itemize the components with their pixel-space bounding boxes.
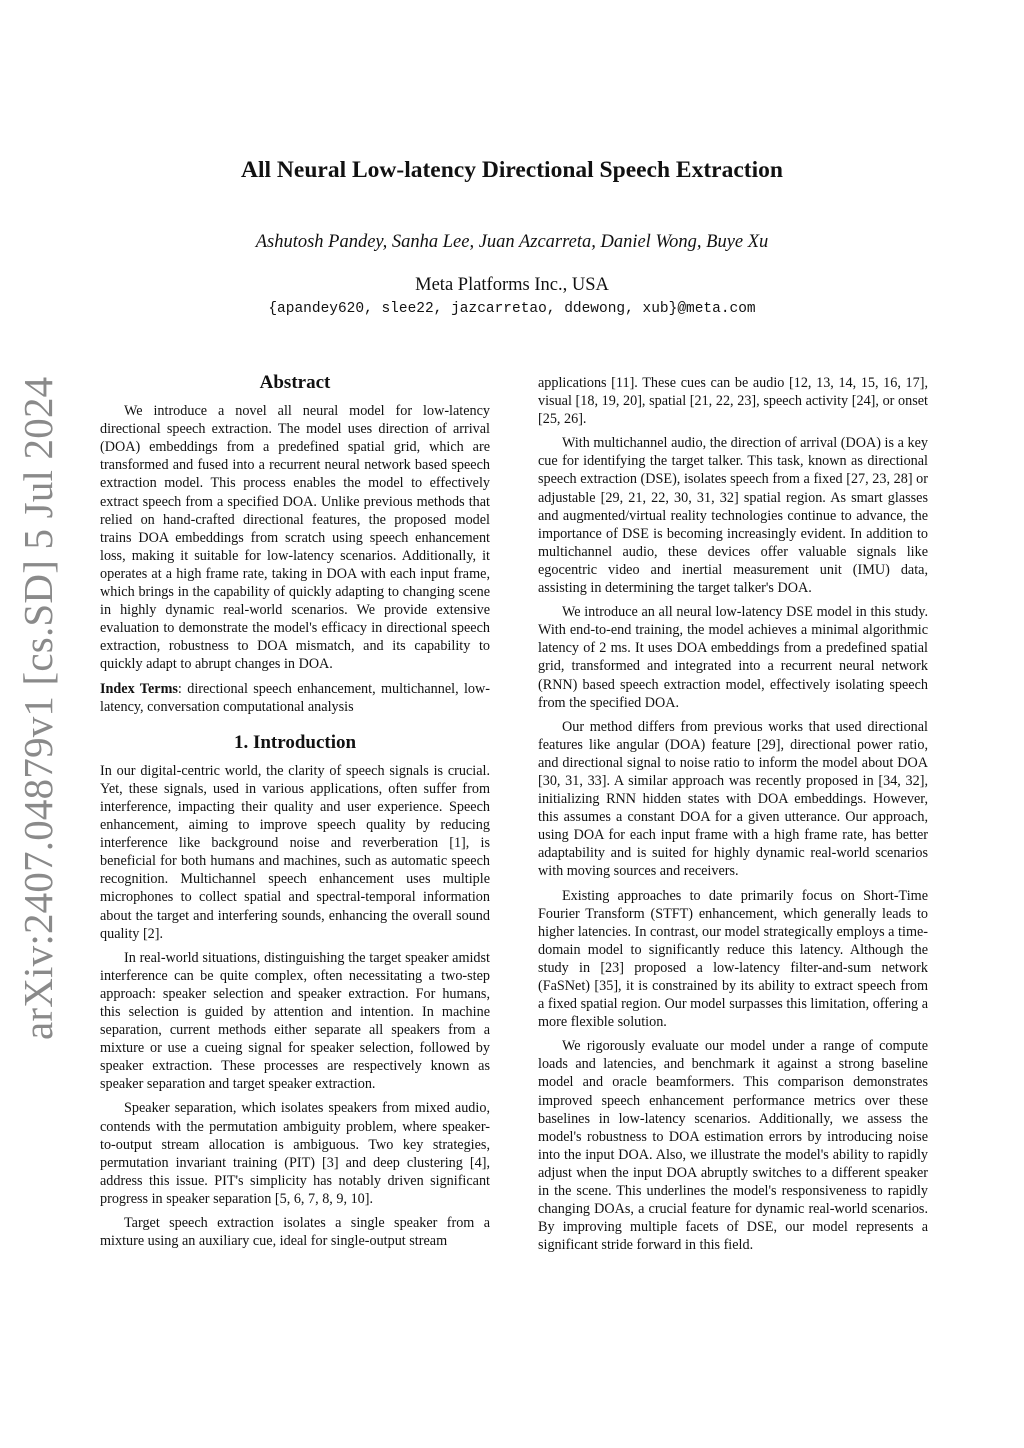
- arxiv-identifier: arXiv:2407.04879v1 [cs.SD] 5 Jul 2024: [15, 376, 61, 1040]
- affiliation: Meta Platforms Inc., USA: [415, 275, 609, 295]
- abstract-text: We introduce a novel all neural model for low-latency directional speech extraction. The model uses direction of arrival (DOA) embeddings from a predefined spatial grid, which are transformed and fused into a recurrent neural network based speech extraction model. This process enables the model to effectively extract speech from a specified DOA. Unlike previous methods that relied on hand-crafted directional features, the proposed model trains DOA embeddings from scratch using speech enhancement loss, making it suitable for low-latency scenarios. Additionally, it operates at a high frame rate, taking in DOA with each input frame, which brings in the capability of quickly adapting to changing scene in highly dynamic real-world scenarios. We provide extensive evaluation to demonstrate the model's efficacy in directional speech extraction, robustness to DOA mismatch, and its capability to quickly adapt to abrupt changes in DOA.: [100, 403, 490, 673]
- paper-title: All Neural Low-latency Directional Speech Extraction: [241, 157, 783, 183]
- right-column: [538, 374, 928, 1260]
- index-terms: [100, 680, 490, 716]
- introduction-heading: 1. Introduction: [233, 731, 357, 753]
- paragraph: In real-world situations, distinguishing the target speaker amidst interference can be quite complex, often necessitating a two-step approach: speaker selection and speaker extraction. For humans, this selection is guided by attention and intention. In machine separation, current methods either separate all speakers from a mixture or use a cueing signal for speaker selection, followed by speaker extraction. These processes are respectively known as speaker separation and target speaker extraction.: [100, 949, 490, 1093]
- paragraph: Speaker separation, which isolates speakers from mixed audio, contends with the permutation ambiguity problem, where speaker-to-output stream allocation is ambiguous. Two key strategies, permutation invariant training (PIT) [3] and deep clustering [4], address this issue. PIT's simplicity has notably driven significant progress in speaker separation [5, 6, 7, 8, 9, 10].: [100, 1100, 490, 1207]
- paragraph: Existing approaches to date primarily focus on Short-Time Fourier Transform (STFT) enhancement, which generally leads to higher latencies. In contrast, our model strategically employs a time-domain model to significantly reduce this latency. Although the study in [23] proposed a low-latency filter-and-sum network (FaSNet) [35], it is constrained by its ability to extract speech from a fixed spatial region. Our model surpasses this limitation, offering a more flexible solution.: [538, 887, 928, 1031]
- index-terms-text: : directional speech enhancement, multichannel, low-latency, conversation computational analysis: [100, 680, 490, 715]
- author-emails: {apandey620, slee22, jazcarretao, ddewong, xub}@meta.com: [268, 301, 756, 317]
- paragraph: applications [11]. These cues can be audio [12, 13, 14, 15, 16, 17], visual [18, 19, 20], spatial [21, 22, 23], speech activity [24], or onset [25, 26].: [538, 375, 928, 428]
- paragraph: Our method differs from previous works that used directional features like angular (DOA) feature [29], directional power ratio, and directional signal to noise ratio to inform the model about DOA [30, 31, 33]. A similar approach was recently proposed in [34, 32], initializing RNN hidden states with DOA embeddings. However, this assumes a constant DOA for a given utterance. Our approach, using DOA for each input frame with a high frame rate, has better adaptability and is suited for highly dynamic real-world scenarios with moving sources and receivers.: [538, 718, 928, 880]
- index-terms-label: Index Terms: [100, 680, 178, 697]
- paragraph: We rigorously evaluate our model under a range of compute loads and latencies, and benchmark it against a strong baseline model and oracle beamformers. This comparison demonstrates improved speech enhancement performance metrics over these baselines in low-latency scenarios. Additionally, we assess the model's robustness to DOA estimation errors by introducing noise into the input DOA. Also, we illustrate the model's ability to rapidly adjust when the input DOA abruptly switches to a different speaker in the scene. This underlines the model's responsiveness to rapidly changing DOAs, a crucial feature for dynamic real-world scenarios. By improving multiple facets of DSE, our model represents a significant stride forward in this field.: [538, 1038, 928, 1254]
- left-column: [100, 368, 490, 1256]
- paragraph: With multichannel audio, the direction of arrival (DOA) is a key cue for identifying the target talker. This task, known as directional speech extraction (DSE), isolates speech from a fixed [27, 23, 28] or adjustable [29, 21, 22, 30, 31, 32] spatial region. As smart glasses and augmented/virtual reality technologies continue to advance, the importance of DSE is becoming increasingly evident. In addition to multichannel audio, these devices offer valuable signals like egocentric video and inertial measurement unit (IMU) data, assisting in determining the target talker's DOA.: [538, 435, 928, 597]
- paragraph: In our digital-centric world, the clarity of speech signals is crucial. Yet, these signals, used in various applications, often suffer from interference, impacting their quality and user experience. Speech enhancement, aiming to improve speech quality by reducing interference like background noise and reverberation [1], is beneficial for both humans and machines, such as automatic speech recognition. Multichannel speech enhancement uses multiple microphones to collect spatial and spectral-temporal information about the target and interfering sounds, enhancing the overall sound quality [2].: [100, 762, 490, 942]
- paragraph: Target speech extraction isolates a single speaker from a mixture using an auxiliary cue, ideal for single-output stream: [100, 1215, 490, 1250]
- author-list: Ashutosh Pandey, Sanha Lee, Juan Azcarreta, Daniel Wong, Buye Xu: [255, 232, 769, 252]
- abstract-heading: Abstract: [259, 372, 331, 393]
- paragraph: We introduce an all neural low-latency DSE model in this study. With end-to-end training, the model achieves a minimal algorithmic latency of 2 ms. It uses DOA embeddings from a predefined spatial grid, transformed and integrated into a recurrent neural network (RNN) based speech extraction model, effectively isolating speech from the specified DOA.: [538, 604, 928, 711]
